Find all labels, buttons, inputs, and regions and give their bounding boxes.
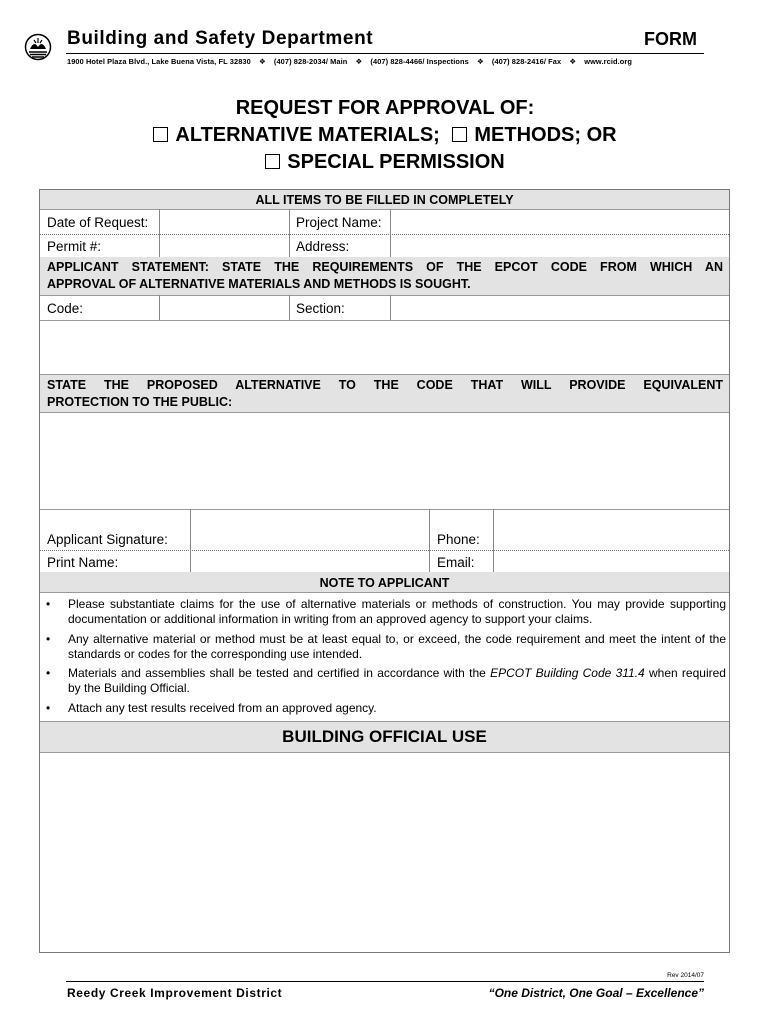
- methods-checkbox[interactable]: [452, 127, 467, 142]
- code-field[interactable]: [160, 296, 289, 320]
- date-of-request-label: Date of Request:: [47, 215, 149, 230]
- list-item: [46, 701, 726, 716]
- contact-line: [67, 57, 707, 66]
- column-divider: [390, 209, 391, 257]
- project-name-field[interactable]: [391, 210, 728, 234]
- permit-number-field[interactable]: [160, 235, 289, 257]
- note-heading: NOTE TO APPLICANT: [40, 572, 729, 592]
- department-title: Building and Safety Department: [67, 28, 374, 49]
- separator-icon: ❖: [355, 57, 363, 66]
- column-divider: [289, 295, 290, 320]
- list-item: [46, 632, 726, 662]
- proposed-alternative-line-1: STATE THE PROPOSED ALTERNATIVE TO THE CODE THAT WILL PROVIDE EQUIVALENT: [47, 378, 723, 392]
- revision-label: Rev 2014/07: [667, 972, 704, 979]
- proposed-alternative-line-2: PROTECTION TO THE PUBLIC:: [47, 395, 233, 409]
- alternative-materials-label: ALTERNATIVE MATERIALS;: [175, 124, 440, 146]
- alternative-materials-checkbox[interactable]: [153, 127, 168, 142]
- applicant-statement-line-1: APPLICANT STATEMENT: STATE THE REQUIREMENTS OF THE EPCOT CODE FROM WHICH AN: [47, 260, 723, 274]
- proposed-alternative-textarea[interactable]: [40, 413, 729, 509]
- note-text-part: Materials and assemblies shall be tested and certified in accordance with the: [68, 666, 486, 680]
- bullet-icon: •: [46, 700, 51, 715]
- email-field[interactable]: [494, 551, 728, 572]
- applicant-statement-line-2: APPROVAL OF ALTERNATIVE MATERIALS AND METHODS IS SOUGHT.: [47, 277, 471, 291]
- separator-icon: ❖: [477, 57, 484, 66]
- phone-label: Phone:: [437, 532, 480, 547]
- column-divider: [429, 509, 430, 572]
- methods-label: METHODS; OR: [474, 124, 617, 146]
- website-link[interactable]: www.rcid.org: [584, 57, 632, 66]
- motto: “One District, One Goal – Excellence”: [488, 986, 704, 1000]
- separator-icon: ❖: [259, 57, 266, 66]
- column-divider: [493, 509, 494, 572]
- column-divider: [289, 209, 290, 257]
- address-field[interactable]: [391, 235, 728, 257]
- section-field[interactable]: [391, 296, 728, 320]
- list-item: [46, 666, 726, 696]
- column-divider: [159, 209, 160, 257]
- project-name-label: Project Name:: [296, 215, 382, 230]
- fill-notice: ALL ITEMS TO BE FILLED IN COMPLETELY: [40, 190, 729, 209]
- bullet-icon: •: [46, 666, 51, 680]
- section-label: Section:: [296, 301, 345, 316]
- code-requirements-textarea[interactable]: [40, 321, 729, 374]
- phone-field[interactable]: [494, 510, 728, 550]
- official-use-area[interactable]: [40, 753, 729, 952]
- applicant-signature-field[interactable]: [191, 510, 429, 550]
- bullet-icon: •: [46, 631, 51, 646]
- note-text: Attach any test results received from an approved agency.: [68, 700, 377, 715]
- request-options-line: [0, 124, 770, 147]
- footer-divider: [66, 981, 704, 982]
- official-use-heading: BUILDING OFFICIAL USE: [40, 722, 729, 752]
- phone-inspections-text: (407) 828-4466/ Inspections: [370, 57, 469, 66]
- note-text-part: when required by the Building Official.: [68, 666, 726, 695]
- address-text: 1900 Hotel Plaza Blvd., Lake Buena Vista, FL 32830: [67, 57, 251, 66]
- separator-icon: ❖: [569, 57, 577, 66]
- special-permission-line: [0, 151, 770, 174]
- code-reference: EPCOT Building Code 311.4: [490, 666, 645, 680]
- column-divider: [390, 295, 391, 320]
- header-divider: [66, 53, 704, 54]
- form-label: FORM: [644, 29, 697, 49]
- special-permission-checkbox[interactable]: [265, 154, 280, 169]
- list-item: [46, 597, 726, 627]
- note-text: Please substantiate claims for the use of alternative materials or methods of construction. You may provide supporting documentation or additional information in writing from an approved agency to support your claims.: [68, 597, 726, 626]
- permit-number-label: Permit #:: [47, 239, 102, 254]
- district-name: Reedy Creek Improvement District: [67, 986, 283, 1000]
- request-title: REQUEST FOR APPROVAL OF:: [235, 97, 535, 119]
- address-label: Address:: [296, 239, 350, 254]
- email-label: Email:: [437, 555, 475, 570]
- note-text: [68, 666, 726, 696]
- fax-text: (407) 828-2416/ Fax: [491, 57, 562, 66]
- date-of-request-field[interactable]: [160, 210, 289, 234]
- note-text: Any alternative material or method must be at least equal to, or exceed, the code requirement and meet the intent of the standards or codes for the corresponding use intended.: [68, 631, 726, 661]
- note-list: [46, 597, 726, 720]
- print-name-field[interactable]: [191, 551, 429, 572]
- district-logo-icon: [24, 33, 52, 61]
- special-permission-label: SPECIAL PERMISSION: [287, 151, 505, 173]
- print-name-label: Print Name:: [47, 555, 119, 570]
- column-divider: [190, 509, 191, 572]
- phone-main-text: (407) 828-2034/ Main: [273, 57, 348, 66]
- row-divider: [40, 592, 729, 593]
- bullet-icon: •: [46, 597, 51, 611]
- column-divider: [159, 295, 160, 320]
- applicant-signature-label: Applicant Signature:: [47, 532, 168, 547]
- code-label: Code:: [47, 301, 84, 316]
